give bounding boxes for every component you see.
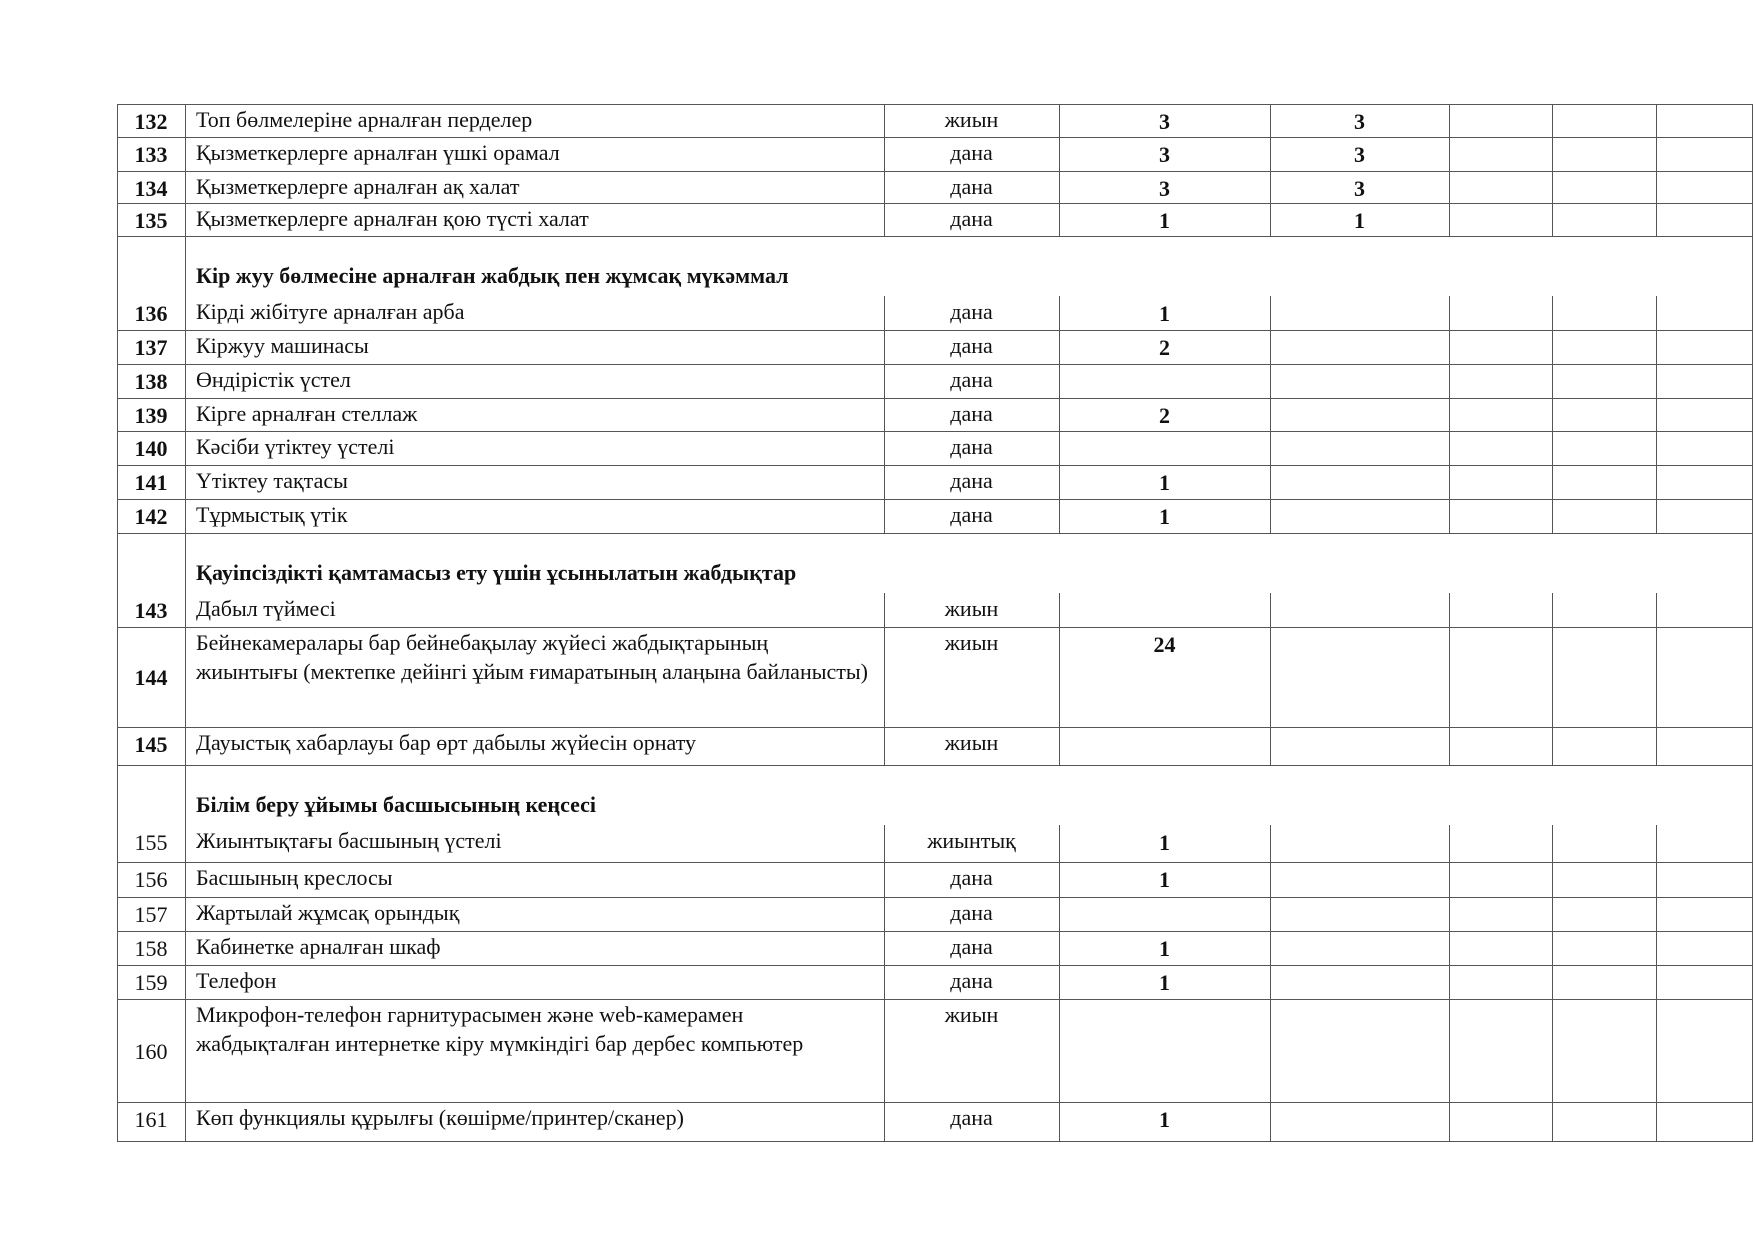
item-name: Қызметкерлерге арналған қою түсті халат: [196, 206, 589, 231]
grid-line-v: [1552, 825, 1553, 863]
grid-line-v: [1270, 965, 1271, 1000]
grid-line-v: [884, 627, 885, 728]
grid-line-v: [1656, 593, 1657, 628]
grid-line-v: [185, 364, 186, 399]
grid-line-v: [117, 897, 118, 932]
grid-line-v: [1270, 499, 1271, 534]
grid-line-v: [1059, 1102, 1060, 1142]
item-name: Микрофон-телефон гарнитурасымен және web-камерамен жабдықталған интернетке кіру мүмкіндігі бар дербес компьютер: [196, 1002, 804, 1056]
grid-line-v: [1552, 965, 1553, 1000]
grid-line-v: [185, 398, 186, 432]
grid-line-v: [1449, 897, 1450, 932]
grid-line-v: [117, 465, 118, 500]
item-unit: дана: [950, 968, 993, 993]
grid-line-v: [1449, 104, 1450, 138]
section-title: Қауіпсіздікті қамтамасыз ету үшін ұсынылатын жабдықтар: [196, 560, 797, 585]
row-number: 158: [134, 936, 168, 961]
grid-line-v: [185, 203, 186, 237]
grid-line-v: [1552, 862, 1553, 898]
grid-line-v: [1752, 825, 1753, 863]
grid-line-v: [185, 765, 186, 826]
quantity-1: 3: [1159, 109, 1170, 134]
grid-line-v: [1656, 862, 1657, 898]
grid-line-v: [1656, 499, 1657, 534]
grid-line-v: [1449, 137, 1450, 172]
item-name: Дабыл түймесі: [196, 596, 336, 621]
row-number: 134: [134, 176, 168, 201]
grid-line-v: [117, 727, 118, 766]
grid-line-v: [1752, 137, 1753, 172]
grid-line-v: [1270, 398, 1271, 432]
grid-line-v: [1449, 965, 1450, 1000]
item-name: Телефон: [196, 968, 277, 993]
grid-line-v: [1270, 296, 1271, 331]
grid-line-v: [884, 593, 885, 628]
grid-line-v: [884, 398, 885, 432]
grid-line-v: [1752, 236, 1753, 297]
grid-line-v: [1270, 862, 1271, 898]
grid-line-v: [185, 825, 186, 863]
row-number: 133: [134, 142, 168, 167]
row-number: 135: [134, 208, 168, 233]
quantity-1: 2: [1159, 335, 1170, 360]
grid-line-v: [1552, 931, 1553, 966]
item-name: Өндірістік үстел: [196, 367, 351, 392]
grid-line-v: [117, 931, 118, 966]
row-number: 161: [134, 1107, 168, 1132]
item-unit: жиын: [944, 596, 999, 621]
row-number: 137: [134, 335, 168, 360]
grid-line-v: [1270, 104, 1271, 138]
grid-line-v: [1552, 593, 1553, 628]
row-number: 141: [134, 470, 168, 495]
grid-line-h: [117, 765, 1752, 766]
grid-line-v: [1270, 999, 1271, 1103]
grid-line-v: [185, 104, 186, 138]
item-name: Кірді жібітуге арналған арба: [196, 299, 465, 324]
grid-line-v: [117, 765, 118, 826]
grid-line-v: [884, 1102, 885, 1142]
grid-line-v: [1656, 627, 1657, 728]
grid-line-v: [884, 931, 885, 966]
grid-line-v: [1270, 897, 1271, 932]
grid-line-v: [117, 627, 118, 728]
quantity-2: 3: [1354, 142, 1365, 167]
grid-line-v: [884, 296, 885, 331]
row-number: 159: [134, 970, 168, 995]
item-name: Қызметкерлерге арналған үшкі орамал: [196, 140, 560, 165]
grid-line-v: [884, 825, 885, 863]
grid-line-v: [1656, 965, 1657, 1000]
grid-line-v: [1449, 171, 1450, 204]
item-unit: дана: [950, 502, 993, 527]
grid-line-v: [117, 533, 118, 594]
row-number: 142: [134, 504, 168, 529]
grid-line-v: [1449, 1102, 1450, 1142]
grid-line-v: [1656, 296, 1657, 331]
quantity-2: 3: [1354, 176, 1365, 201]
grid-line-v: [1752, 296, 1753, 331]
grid-line-v: [884, 171, 885, 204]
item-unit: дана: [950, 1105, 993, 1130]
grid-line-v: [1552, 1102, 1553, 1142]
grid-line-v: [117, 203, 118, 237]
grid-line-v: [1552, 364, 1553, 399]
grid-line-h: [117, 533, 1752, 534]
grid-line-v: [1059, 364, 1060, 399]
item-unit: жиын: [944, 1002, 999, 1027]
grid-line-v: [1752, 897, 1753, 932]
item-name: Кәсіби үтіктеу үстелі: [196, 434, 395, 459]
grid-line-v: [1059, 431, 1060, 466]
grid-line-v: [1059, 203, 1060, 237]
grid-line-v: [185, 137, 186, 172]
quantity-1: 2: [1159, 403, 1170, 428]
row-number: 132: [134, 109, 168, 134]
grid-line-v: [1752, 931, 1753, 966]
grid-line-v: [185, 627, 186, 728]
quantity-1: 1: [1159, 970, 1170, 995]
grid-line-v: [1270, 825, 1271, 863]
grid-line-v: [1270, 931, 1271, 966]
item-unit: жиын: [944, 730, 999, 755]
item-name: Дауыстық хабарлауы бар өрт дабылы жүйесін орнату: [196, 730, 697, 755]
grid-line-v: [185, 897, 186, 932]
grid-line-v: [1552, 171, 1553, 204]
grid-line-v: [884, 330, 885, 365]
grid-line-v: [1059, 627, 1060, 728]
grid-line-v: [1656, 727, 1657, 766]
grid-line-v: [1656, 431, 1657, 466]
grid-line-v: [185, 171, 186, 204]
item-unit: дана: [950, 140, 993, 165]
item-name: Жартылай жұмсақ орындық: [196, 900, 460, 925]
grid-line-v: [1656, 825, 1657, 863]
grid-line-v: [1752, 431, 1753, 466]
quantity-2: 1: [1354, 208, 1365, 233]
grid-line-v: [1752, 171, 1753, 204]
grid-line-h: [117, 236, 1752, 237]
item-name: Жиынтықтағы басшының үстелі: [196, 828, 502, 853]
grid-line-v: [1752, 104, 1753, 138]
item-unit: дана: [950, 299, 993, 324]
item-name: Тұрмыстық үтік: [196, 502, 348, 527]
item-unit: дана: [950, 367, 993, 392]
item-name: Кірге арналған стеллаж: [196, 401, 418, 426]
row-number: 136: [134, 301, 168, 326]
item-unit: дана: [950, 434, 993, 459]
grid-line-v: [1752, 727, 1753, 766]
item-unit: дана: [950, 174, 993, 199]
grid-line-v: [1656, 398, 1657, 432]
grid-line-v: [1449, 296, 1450, 331]
grid-line-v: [1449, 465, 1450, 500]
grid-line-v: [1752, 999, 1753, 1103]
grid-line-v: [1752, 627, 1753, 728]
row-number: 156: [134, 867, 168, 892]
grid-line-v: [1270, 627, 1271, 728]
grid-line-v: [1059, 999, 1060, 1103]
section-title: Кір жуу бөлмесіне арналған жабдық пен жұмсақ мүкәммал: [196, 263, 789, 288]
quantity-1: 1: [1159, 470, 1170, 495]
grid-line-v: [185, 330, 186, 365]
grid-line-v: [1059, 931, 1060, 966]
quantity-1: 1: [1159, 830, 1170, 855]
row-number: 155: [134, 830, 168, 855]
grid-line-v: [1552, 431, 1553, 466]
grid-line-h: [117, 1141, 1752, 1142]
grid-line-v: [1449, 203, 1450, 237]
quantity-1: 1: [1159, 1107, 1170, 1132]
grid-line-v: [1752, 533, 1753, 594]
item-name: Қызметкерлерге арналған ақ халат: [196, 174, 520, 199]
grid-line-v: [1552, 104, 1553, 138]
quantity-1: 1: [1159, 867, 1170, 892]
grid-line-v: [1656, 104, 1657, 138]
item-unit: дана: [950, 333, 993, 358]
grid-line-v: [185, 296, 186, 331]
grid-line-v: [117, 104, 118, 138]
grid-line-v: [884, 364, 885, 399]
row-number: 157: [134, 902, 168, 927]
grid-line-v: [1752, 765, 1753, 826]
grid-line-v: [1656, 364, 1657, 399]
grid-line-v: [1059, 330, 1060, 365]
grid-line-v: [117, 330, 118, 365]
grid-line-v: [884, 965, 885, 1000]
grid-line-v: [1552, 203, 1553, 237]
grid-line-v: [1059, 593, 1060, 628]
grid-line-v: [1752, 593, 1753, 628]
grid-line-v: [1059, 465, 1060, 500]
grid-line-v: [185, 727, 186, 766]
grid-line-v: [1552, 627, 1553, 728]
row-number: 138: [134, 369, 168, 394]
item-unit: дана: [950, 468, 993, 493]
grid-line-v: [185, 862, 186, 898]
grid-line-v: [1656, 465, 1657, 500]
grid-line-v: [1552, 296, 1553, 331]
grid-line-v: [1270, 431, 1271, 466]
item-unit: дана: [950, 865, 993, 890]
row-number: 145: [134, 732, 168, 757]
grid-line-v: [1449, 398, 1450, 432]
grid-line-h: [117, 104, 1752, 105]
grid-line-v: [117, 593, 118, 628]
row-number: 140: [134, 436, 168, 461]
grid-line-v: [884, 862, 885, 898]
grid-line-v: [1059, 137, 1060, 172]
grid-line-v: [117, 1102, 118, 1142]
grid-line-v: [1059, 897, 1060, 932]
grid-line-v: [117, 862, 118, 898]
grid-line-v: [1270, 1102, 1271, 1142]
grid-line-v: [1449, 727, 1450, 766]
row-number: 144: [134, 665, 168, 690]
quantity-1: 24: [1153, 632, 1176, 657]
quantity-1: 3: [1159, 142, 1170, 167]
grid-line-v: [1059, 171, 1060, 204]
grid-line-v: [117, 431, 118, 466]
grid-line-v: [1752, 465, 1753, 500]
grid-line-v: [185, 533, 186, 594]
grid-line-v: [117, 137, 118, 172]
grid-line-v: [1059, 398, 1060, 432]
grid-line-v: [1059, 965, 1060, 1000]
grid-line-v: [1059, 727, 1060, 766]
grid-line-v: [884, 465, 885, 500]
grid-line-v: [1449, 862, 1450, 898]
grid-line-v: [1449, 593, 1450, 628]
grid-line-v: [117, 364, 118, 399]
grid-line-v: [884, 203, 885, 237]
item-unit: дана: [950, 401, 993, 426]
grid-line-v: [1752, 364, 1753, 399]
grid-line-v: [884, 431, 885, 466]
grid-line-v: [1552, 137, 1553, 172]
grid-line-v: [1270, 330, 1271, 365]
grid-line-v: [1270, 465, 1271, 500]
grid-line-v: [185, 965, 186, 1000]
grid-line-v: [1552, 999, 1553, 1103]
row-number: 160: [134, 1038, 168, 1064]
grid-line-v: [117, 825, 118, 863]
grid-line-v: [1656, 330, 1657, 365]
grid-line-v: [884, 499, 885, 534]
grid-line-v: [185, 1102, 186, 1142]
item-name: Басшының креслосы: [196, 865, 393, 890]
grid-line-v: [185, 236, 186, 297]
item-unit: жиын: [944, 107, 999, 132]
grid-line-v: [1449, 499, 1450, 534]
grid-line-v: [1656, 1102, 1657, 1142]
grid-line-v: [1656, 897, 1657, 932]
item-unit: дана: [950, 900, 993, 925]
grid-line-v: [117, 171, 118, 204]
section-title: Білім беру ұйымы басшысының кеңсесі: [196, 792, 597, 817]
item-unit: жиын: [944, 630, 999, 655]
grid-line-v: [1752, 398, 1753, 432]
grid-line-v: [185, 465, 186, 500]
grid-line-v: [185, 431, 186, 466]
item-unit: жиынтық: [927, 828, 1016, 853]
grid-line-v: [117, 499, 118, 534]
grid-line-v: [884, 104, 885, 138]
grid-line-v: [1656, 999, 1657, 1103]
grid-line-v: [1552, 499, 1553, 534]
grid-line-v: [1059, 862, 1060, 898]
grid-line-v: [1270, 137, 1271, 172]
grid-line-v: [117, 236, 118, 297]
quantity-1: 1: [1159, 208, 1170, 233]
item-name: Үтіктеу тақтасы: [196, 468, 348, 493]
grid-line-v: [1656, 137, 1657, 172]
grid-line-v: [1270, 203, 1271, 237]
grid-line-v: [884, 137, 885, 172]
grid-line-v: [1552, 727, 1553, 766]
item-name: Кабинетке арналған шкаф: [196, 934, 441, 959]
grid-line-v: [117, 999, 118, 1103]
grid-line-v: [1752, 1102, 1753, 1142]
grid-line-v: [1552, 465, 1553, 500]
grid-line-v: [1656, 171, 1657, 204]
grid-line-v: [185, 931, 186, 966]
grid-line-v: [1059, 499, 1060, 534]
grid-line-v: [185, 499, 186, 534]
quantity-2: 3: [1354, 109, 1365, 134]
grid-line-v: [1059, 296, 1060, 331]
grid-line-v: [1449, 364, 1450, 399]
quantity-1: 3: [1159, 176, 1170, 201]
row-number: 143: [134, 598, 168, 623]
grid-line-v: [1270, 171, 1271, 204]
grid-line-v: [1449, 627, 1450, 728]
item-unit: дана: [950, 934, 993, 959]
grid-line-v: [185, 593, 186, 628]
item-name: Бейнекамералары бар бейнебақылау жүйесі жабдықтарының жиынтығы (мектепке дейінгі ұйым ғимаратының алаңына байланысты): [196, 630, 868, 684]
quantity-1: 1: [1159, 301, 1170, 326]
grid-line-v: [117, 398, 118, 432]
item-name: Топ бөлмелеріне арналған перделер: [196, 107, 533, 132]
grid-line-v: [1449, 431, 1450, 466]
grid-line-v: [117, 296, 118, 331]
grid-line-v: [1656, 931, 1657, 966]
grid-line-v: [1059, 104, 1060, 138]
grid-line-v: [1752, 499, 1753, 534]
grid-line-v: [884, 897, 885, 932]
quantity-1: 1: [1159, 504, 1170, 529]
grid-line-v: [1449, 999, 1450, 1103]
row-number: 139: [134, 403, 168, 428]
grid-line-v: [1449, 825, 1450, 863]
grid-line-v: [1449, 931, 1450, 966]
grid-line-v: [884, 727, 885, 766]
grid-line-v: [1270, 727, 1271, 766]
grid-line-v: [1552, 897, 1553, 932]
item-name: Кіржуу машинасы: [196, 333, 369, 358]
grid-line-v: [1752, 203, 1753, 237]
grid-line-v: [884, 999, 885, 1103]
quantity-1: 1: [1159, 936, 1170, 961]
grid-line-v: [1270, 593, 1271, 628]
grid-line-v: [117, 965, 118, 1000]
item-unit: дана: [950, 206, 993, 231]
grid-line-v: [1752, 330, 1753, 365]
item-name: Көп функциялы құрылғы (көшірме/принтер/сканер): [196, 1105, 684, 1130]
grid-line-v: [1552, 398, 1553, 432]
grid-line-v: [1449, 330, 1450, 365]
grid-line-v: [1270, 364, 1271, 399]
grid-line-v: [1752, 965, 1753, 1000]
grid-line-v: [1752, 862, 1753, 898]
grid-line-v: [1656, 203, 1657, 237]
grid-line-v: [1552, 330, 1553, 365]
grid-line-v: [185, 999, 186, 1103]
grid-line-v: [1059, 825, 1060, 863]
